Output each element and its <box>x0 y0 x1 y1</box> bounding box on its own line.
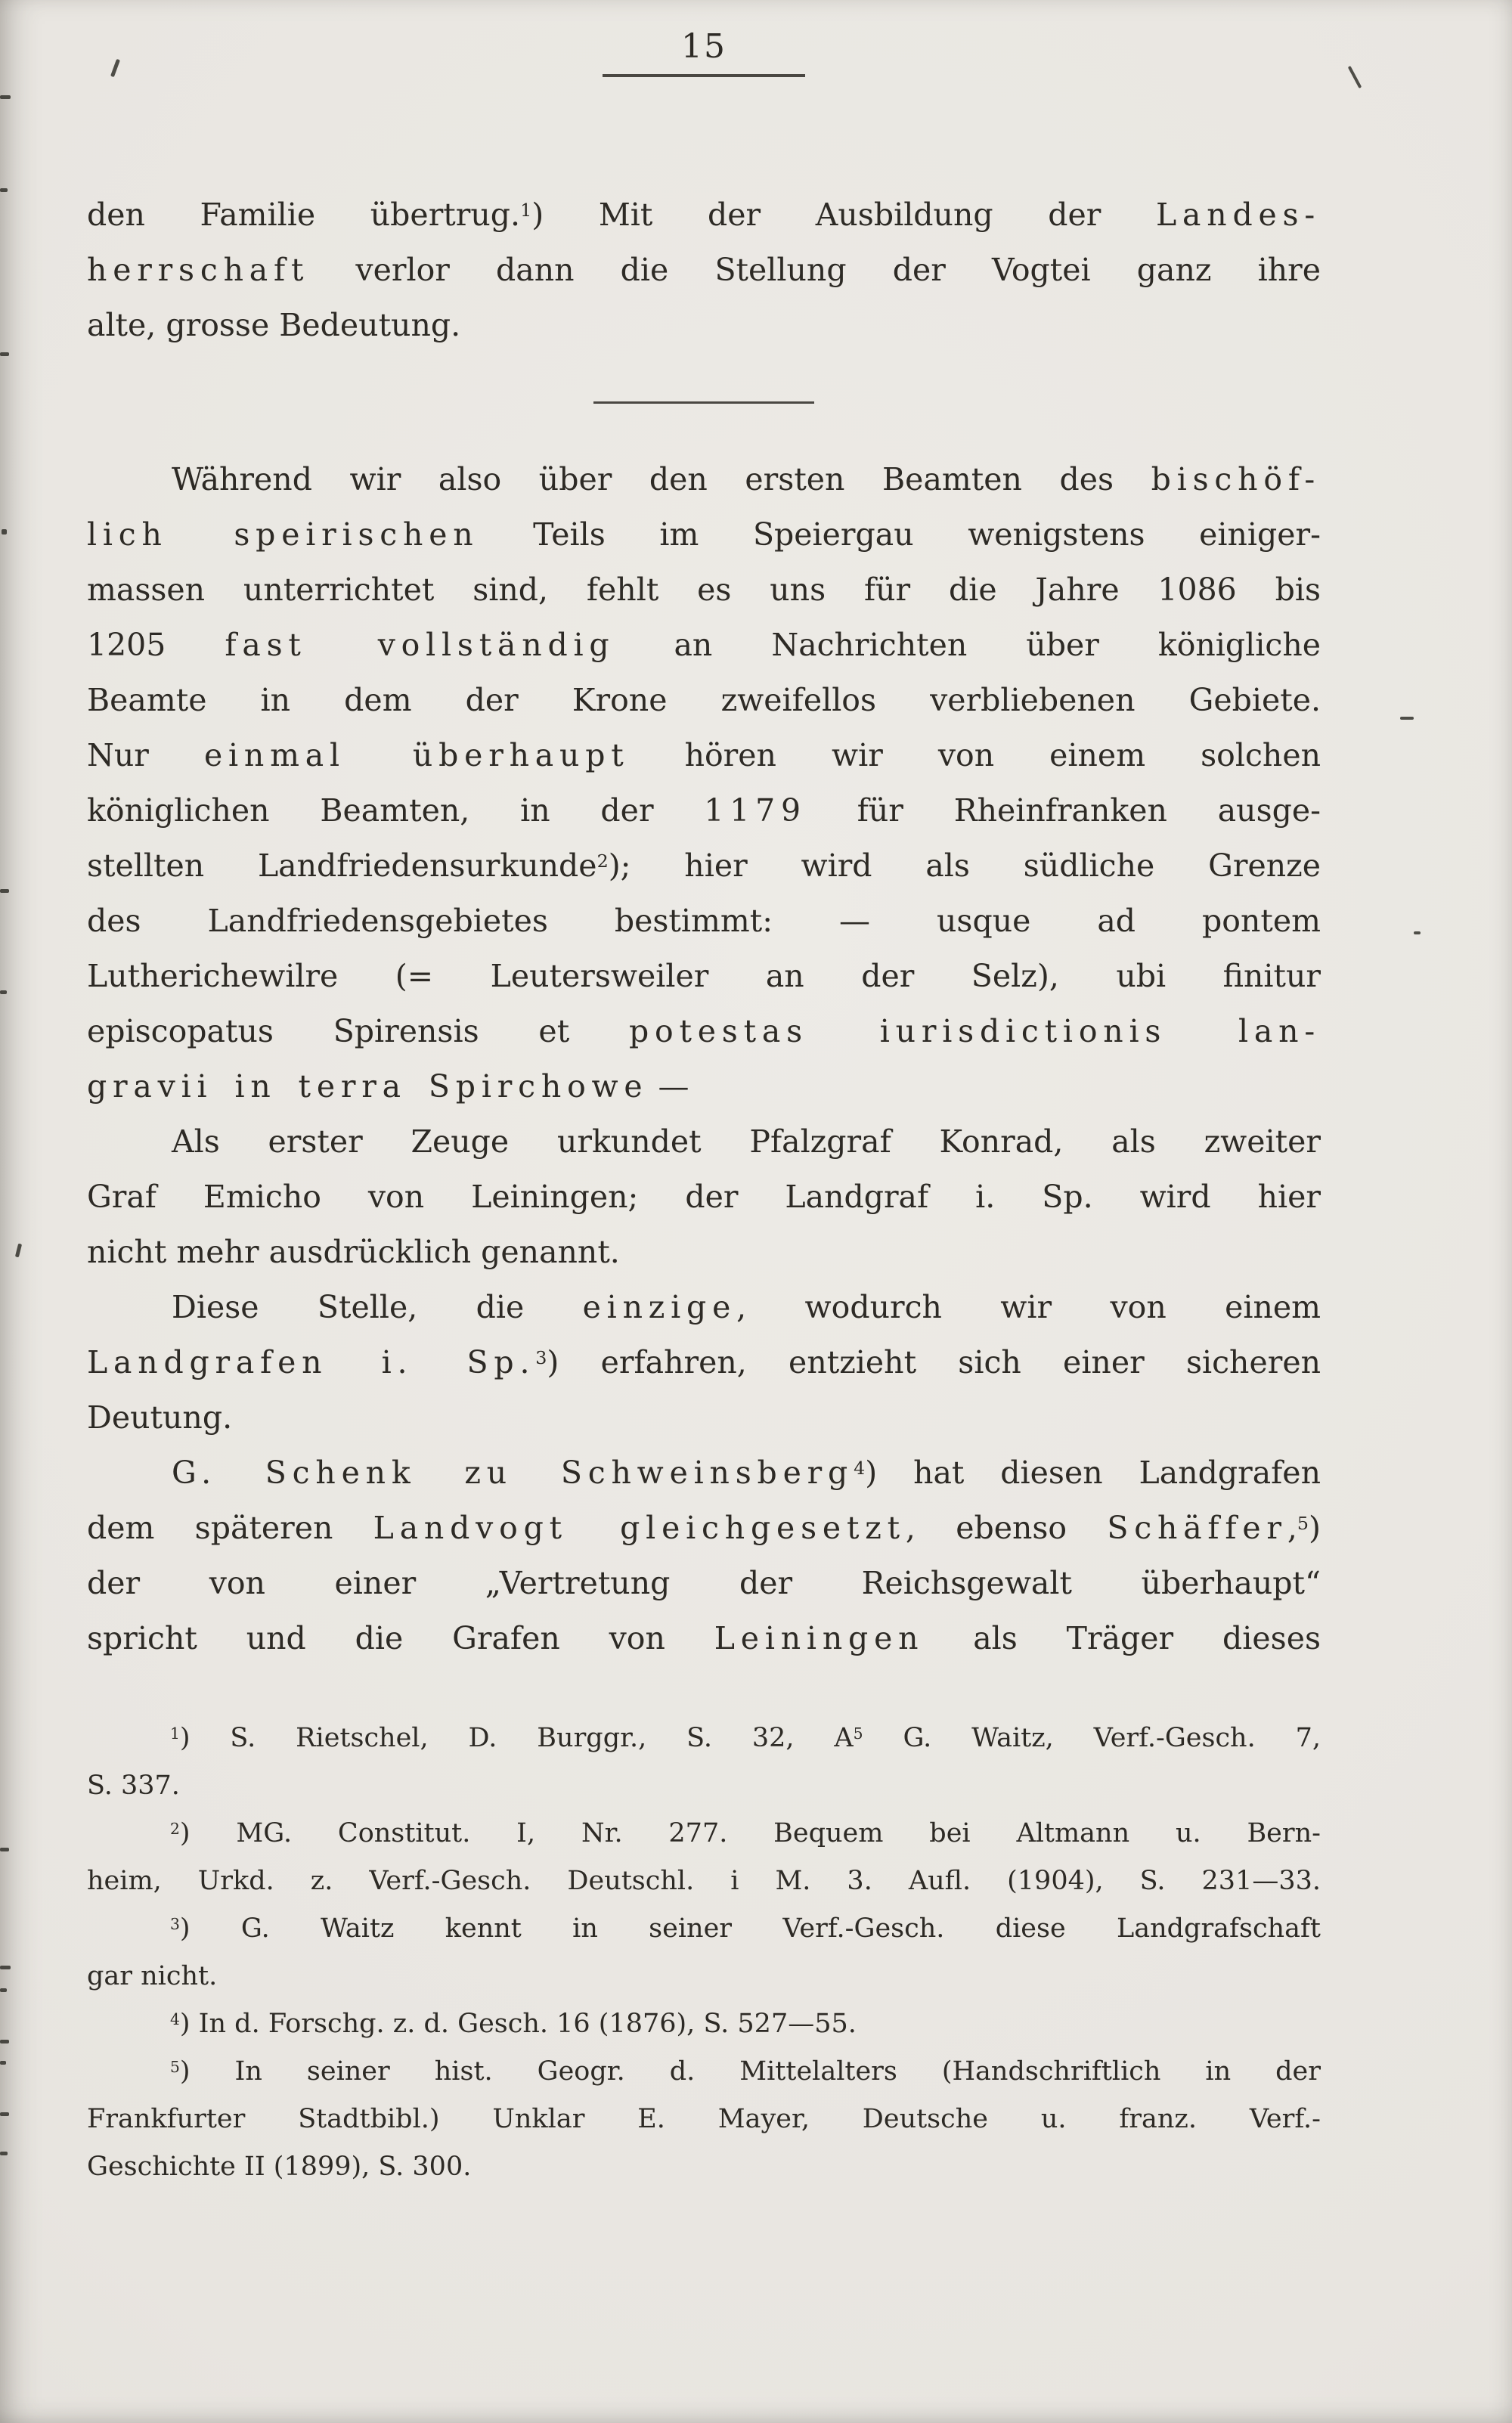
text-line: 1205 fast vollständig an Nachrichten über königliche <box>87 627 1321 663</box>
scan-artifact <box>15 1244 22 1258</box>
text-line: Als erster Zeuge urkundet Pfalzgraf Konrad, als zweiter <box>172 1123 1321 1160</box>
text-line: dem späteren Landvogt gleichgesetzt, ebenso Schäffer,$^5$) <box>87 1510 1321 1546</box>
text-line: lich speirischen Teils im Speiergau wenigstens einiger- <box>87 516 1321 553</box>
text-line: massen unterrichtet sind, fehlt es uns für die Jahre 1086 bis <box>87 572 1321 608</box>
text-line: Deutung. <box>87 1399 233 1436</box>
paragraph-main-1 <box>87 452 1321 1114</box>
text-line: S. 337. <box>87 1771 180 1801</box>
scan-artifact <box>0 2061 6 2065</box>
text-line: Geschichte II (1899), S. 300. <box>87 2152 472 2182</box>
text-line: Nur einmal überhaupt hören wir von einem solchen <box>87 737 1321 773</box>
text-line: des Landfriedensgebietes bestimmt: — usque ad pontem <box>87 903 1321 939</box>
scan-artifact <box>0 2112 9 2116</box>
letterspaced-text: Landgrafen i. Sp. <box>87 1344 536 1380</box>
scan-artifact <box>0 1848 9 1851</box>
text-line: episcopatus Spirensis et potestas iurisdictionis lan- <box>87 1013 1321 1049</box>
text-line: königlichen Beamten, in der 1179 für Rheinfranken ausge- <box>87 792 1321 829</box>
paragraph-main-3 <box>87 1280 1321 1445</box>
letterspaced-text: Leiningen <box>714 1620 925 1656</box>
page-content <box>87 187 1321 2191</box>
scan-artifact <box>0 2152 8 2155</box>
text-line: Graf Emicho von Leiningen; der Landgraf i. Sp. wird hier <box>87 1179 1321 1215</box>
text-line: gravii in terra Spirchowe — <box>87 1068 689 1105</box>
text-line: den Familie übertrug.$^1$) Mit der Ausbildung der Landes- <box>87 197 1321 233</box>
scan-artifact <box>1348 66 1362 88</box>
scan-artifact <box>1414 931 1421 934</box>
text-line: stellten Landfriedensurkunde$^2$); hier wird als südliche Grenze <box>87 847 1321 884</box>
page-number: 15 <box>681 27 727 66</box>
footnote-ref: 2 <box>596 851 609 872</box>
footnote-ref: 5 <box>1297 1513 1309 1535</box>
text-line: $^3$) G. Waitz kennt in seiner Verf.-Gesch. diese Landgrafschaft <box>170 1913 1321 1944</box>
letterspaced-text: Landes- <box>1156 197 1321 233</box>
paragraph-main-2 <box>87 1114 1321 1280</box>
text-line: Diese Stelle, die einzige, wodurch wir von einem <box>172 1289 1321 1325</box>
page-number-rule <box>603 74 805 77</box>
footnote-4 <box>87 2000 1321 2048</box>
scan-artifact <box>2 529 7 534</box>
scan-artifact <box>0 95 11 99</box>
footnote-2 <box>87 1810 1321 1905</box>
text-line: der von einer „Vertretung der Reichsgewalt überhaupt“ <box>87 1565 1321 1601</box>
text-line: Lutherichewilre (= Leutersweiler an der Selz), ubi finitur <box>87 958 1321 994</box>
letterspaced-text: Schäffer <box>1107 1510 1287 1546</box>
text-line: heim, Urkd. z. Verf.-Gesch. Deutschl. i M. 3. Aufl. (1904), S. 231—33. <box>87 1866 1321 1896</box>
footnote-ref: 4 <box>854 1458 866 1480</box>
scan-artifact <box>1400 717 1414 720</box>
letterspaced-text: gravii in terra Spirchowe <box>87 1068 649 1105</box>
paragraph-main-4 <box>87 1445 1321 1666</box>
letterspaced-text: einmal überhaupt <box>203 737 630 773</box>
footnote-ref: 3 <box>170 1914 180 1933</box>
text-line: $^4$) In d. Forschg. z. d. Gesch. 16 (1876), S. 527—55. <box>170 2009 857 2039</box>
text-line: $^5$) In seiner hist. Geogr. d. Mittelalters (Handschriftlich in der <box>170 2056 1321 2087</box>
paragraph-continuation <box>87 187 1321 353</box>
scan-artifact <box>0 889 9 893</box>
scan-artifact <box>0 2040 9 2043</box>
text-line: G. Schenk zu Schweinsberg$^4$) hat diesen Landgrafen <box>172 1455 1321 1491</box>
footnote-1 <box>87 1715 1321 1810</box>
footnote-ref: 5 <box>170 2057 180 2076</box>
text-line: spricht und die Grafen von Leiningen als Träger dieses <box>87 1620 1321 1656</box>
text-line: Beamte in dem der Krone zweifellos verbliebenen Gebiete. <box>87 682 1321 718</box>
text-line: $^2$) MG. Constitut. I, Nr. 277. Bequem bei Altmann u. Bern- <box>170 1818 1321 1848</box>
footnote-ref: 3 <box>535 1347 547 1369</box>
footnote-ref: 4 <box>170 2009 180 2028</box>
page-header <box>87 26 1321 77</box>
text-line: $^1$) S. Rietschel, D. Burggr., S. 32, $A^5$ G. Waitz, Verf.-Gesch. 7, <box>170 1723 1321 1753</box>
text-line: Landgrafen i. Sp.$^3$) erfahren, entzieht sich einer sicheren <box>87 1344 1321 1380</box>
footnote-ref: 1 <box>520 200 532 222</box>
text-line: gar nicht. <box>87 1961 218 1991</box>
section-divider-rule <box>593 401 814 404</box>
letterspaced-text: herrschaft <box>87 252 310 288</box>
letterspaced-text: lich speirischen <box>87 516 479 553</box>
letterspaced-text: potestas iurisdictionis lan- <box>628 1013 1321 1049</box>
scan-artifact <box>0 1966 11 1969</box>
letterspaced-text: G. Schenk zu Schweinsberg <box>172 1455 854 1491</box>
footnote-ref: 2 <box>170 1819 180 1838</box>
text-line: Während wir also über den ersten Beamten des bischöf- <box>172 461 1321 497</box>
scan-artifact <box>0 352 9 356</box>
letterspaced-text: Landvogt gleichgesetzt <box>373 1510 906 1546</box>
letterspaced-text: 1179 <box>704 792 807 829</box>
letterspaced-text: einzige <box>582 1289 737 1325</box>
text-line: Frankfurter Stadtbibl.) Unklar E. Mayer, Deutsche u. franz. Verf.- <box>87 2104 1321 2134</box>
scan-artifact <box>0 990 7 994</box>
footnote-ref: 5 <box>853 1724 863 1743</box>
text-line: herrschaft verlor dann die Stellung der Vogtei ganz ihre <box>87 252 1321 288</box>
scan-artifact <box>0 1988 7 1992</box>
footnotes-section <box>87 1715 1321 2191</box>
text-line: nicht mehr ausdrücklich genannt. <box>87 1234 620 1270</box>
footnote-ref: 1 <box>170 1724 180 1743</box>
letterspaced-text: bischöf- <box>1151 461 1321 497</box>
footnote-3 <box>87 1905 1321 2000</box>
text-line: alte, grosse Bedeutung. <box>87 307 461 343</box>
letterspaced-text: fast vollständig <box>225 627 615 663</box>
footnote-5 <box>87 2048 1321 2191</box>
scan-artifact <box>0 188 8 192</box>
